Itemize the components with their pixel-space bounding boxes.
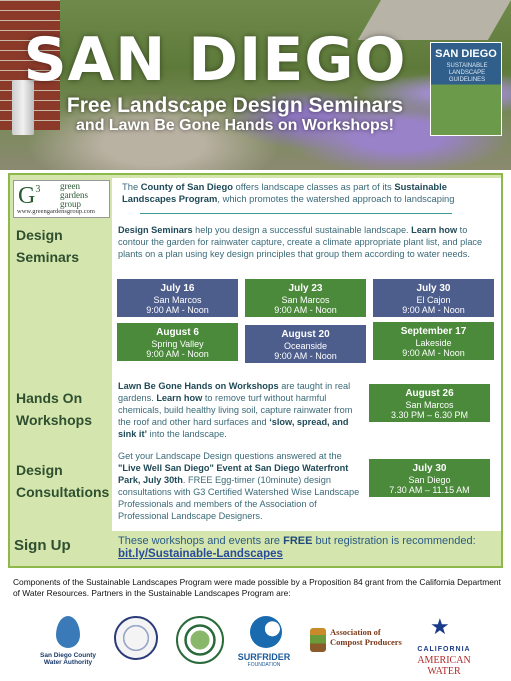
logo-words — [60, 182, 88, 209]
signup-label: Sign Up — [14, 537, 71, 554]
consultations-label: Design Consultations — [16, 462, 110, 500]
logo-word: group — [60, 199, 81, 209]
design-seminars-label: Design Seminars — [16, 227, 80, 265]
partner-logo-surfrider: SURFRIDER FOUNDATION — [232, 612, 296, 672]
partner-logo-sdcwa: San Diego County Water Authority — [32, 612, 104, 672]
g3-logo — [13, 180, 110, 218]
intro-text: The County of San Diego offers landscape classes as part of its Sustainable Landscapes Program, which promotes the watershed approach to landscaping — [122, 181, 455, 204]
partner-logo-american-water: ★ CALIFORNIA AMERICAN WATER — [417, 614, 471, 677]
logo-mark: G — [18, 183, 36, 209]
session-tile: July 16 San Marcos 9:00 AM - Noon — [117, 279, 238, 317]
hero-subtitle-2: and Lawn Be Gone Hands on Workshops! — [76, 117, 394, 134]
session-tile: September 17 Lakeside 9:00 AM - Noon — [373, 322, 494, 360]
county-seal-icon — [114, 616, 158, 660]
guide-title: SAN DIEGO — [435, 48, 497, 60]
partner-logo-compost: Association of Compost Producers — [310, 612, 400, 672]
logo-sup: 3 — [35, 184, 41, 195]
hands-on-label: Hands On Workshops — [16, 390, 92, 428]
design-seminars-text: Design Seminars help you design a successful sustainable landscape. Learn how to contour the garden for rainwater capture, create a climate appropriate plant list, and place plants on a plan using key design principles that group them according to water needs. — [118, 225, 483, 259]
logo-word: gardens — [60, 190, 88, 200]
session-tile: August 26 San Marcos 3.30 PM – 6.30 PM — [369, 384, 490, 422]
consultations-text: Get your Landscape Design questions answered at the "Live Well San Diego" Event at San Diego Waterfront Park, July 30th. FREE Egg-timer (10minute) design consultations with G3 Certified Watershed Wise Landscape Professionals and members of the Association of Professional Landscape Designers. — [118, 451, 360, 521]
signup-text: These workshops and events are FREE but registration is recommended: — [118, 535, 476, 547]
session-tile: July 30 El Cajon 9:00 AM - Noon — [373, 279, 494, 317]
water-drop-icon — [56, 616, 80, 648]
hero-banner — [0, 0, 511, 170]
session-tile: August 6 Spring Valley 9:00 AM - Noon — [117, 323, 238, 361]
logo-url: www.greengardensgroup.com — [17, 208, 95, 215]
star-icon: ★ — [430, 614, 450, 639]
registration-link[interactable]: bit.ly/Sustainable-Landscapes — [118, 548, 283, 560]
divider — [140, 213, 452, 214]
compost-icon — [310, 628, 326, 652]
footer-text: Components of the Sustainable Landscapes Program were made possible by a Proposition 84 grant from the California Department of Water Resources. Partners in the Sustainable Landscapes Program are: — [13, 577, 501, 598]
hands-on-text: Lawn Be Gone Hands on Workshops are taught in real gardens. Learn how to remove turf without harmful chemicals, build healthy living soil, capture rainwater from the roof and other hard surfaces and ‘slow, spread, and sink it’ into the landscape. — [118, 381, 353, 439]
hero-title: SAN DIEGO — [23, 25, 407, 95]
hero-subtitle: Free Landscape Design Seminars — [66, 94, 404, 117]
session-tile: July 30 San Diego 7.30 AM – 11.15 AM — [369, 459, 490, 497]
wave-icon — [250, 616, 282, 648]
logo-word: green — [60, 181, 80, 191]
session-tile: July 23 San Marcos 9:00 AM - Noon — [245, 279, 366, 317]
session-tile: August 20 Oceanside 9:00 AM - Noon — [245, 325, 366, 363]
guidelines-cover-image — [430, 42, 502, 136]
guide-subtitle: SUSTAINABLE LANDSCAPE GUIDELINES — [446, 63, 488, 83]
watershed-seal-icon — [176, 616, 224, 664]
